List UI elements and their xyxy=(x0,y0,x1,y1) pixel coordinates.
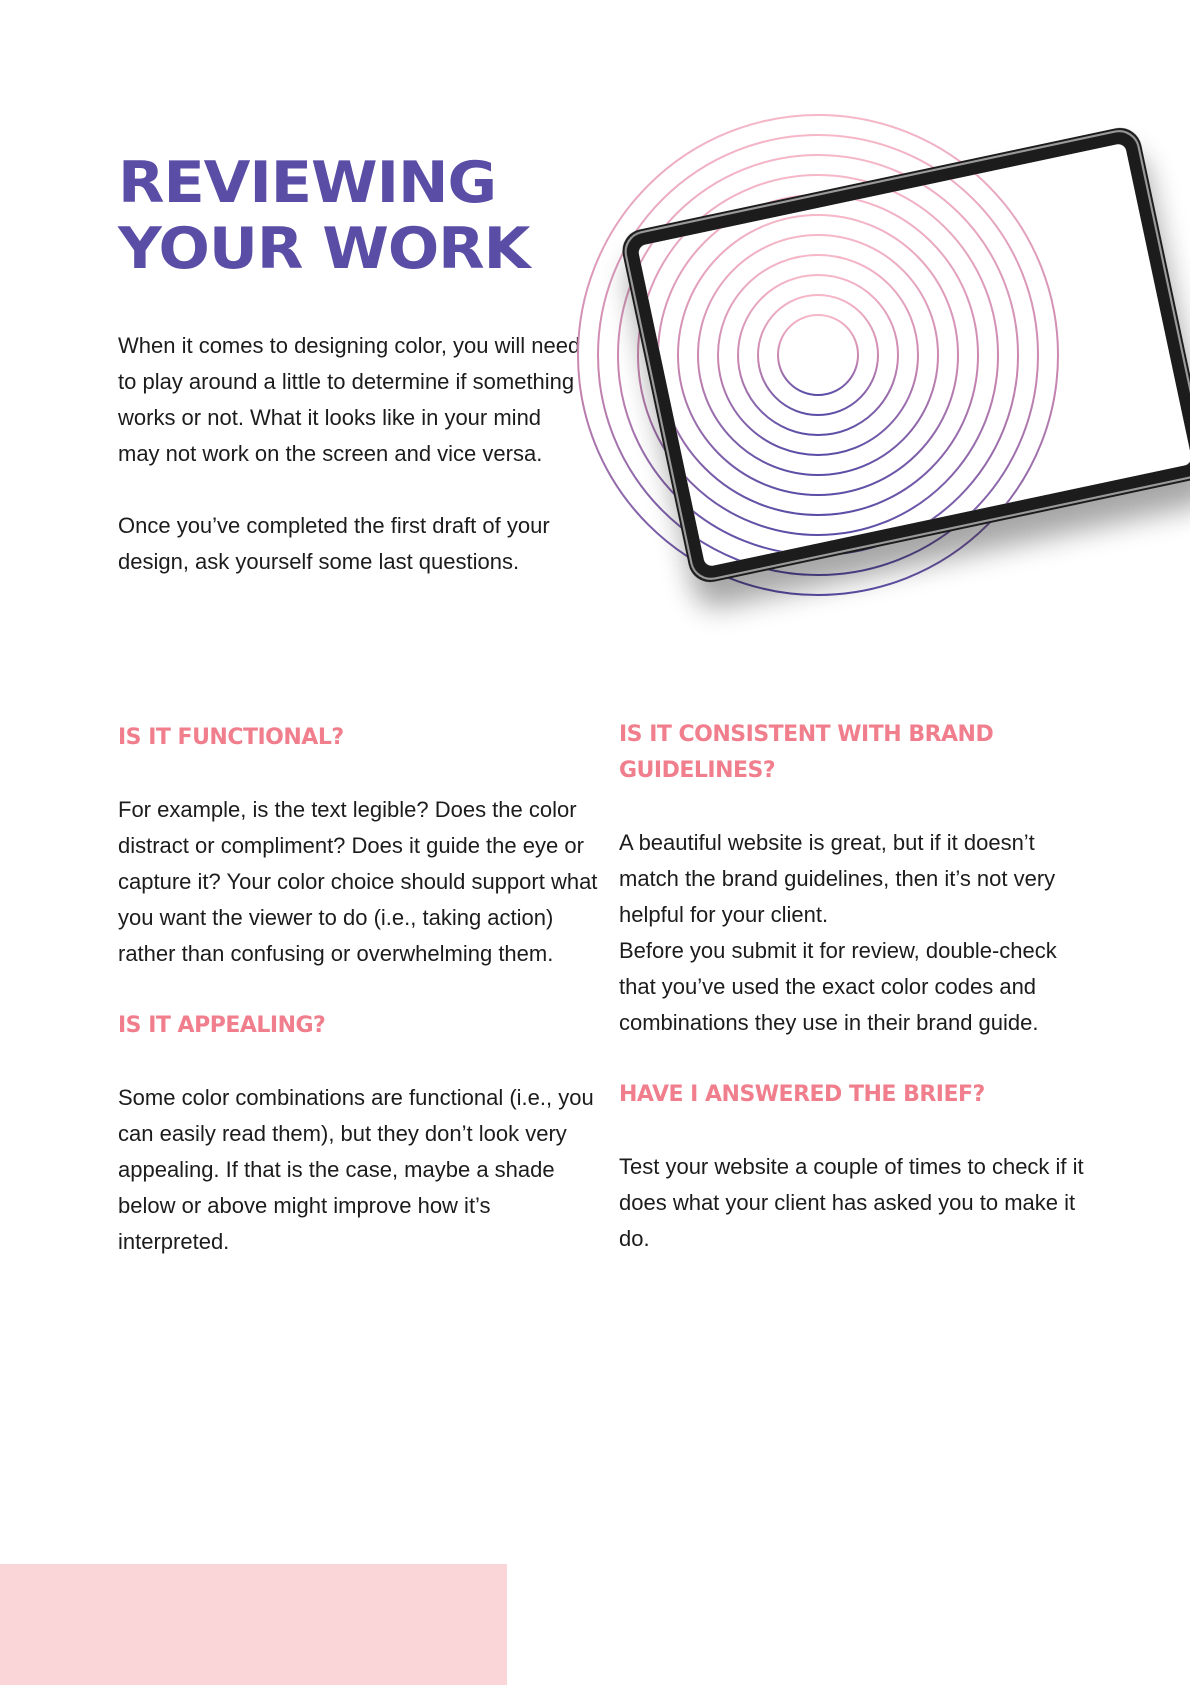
heading-functional: IS IT FUNCTIONAL? xyxy=(118,725,344,750)
tablet-icon xyxy=(618,124,1190,586)
page-title-line-1: REVIEWING xyxy=(118,150,497,216)
intro-text xyxy=(118,328,588,616)
left-column xyxy=(118,720,598,1296)
body-consistent-part-2: Before you submit it for review, double-check that you’ve used the exact color codes and combinations they use in their brand guide. xyxy=(619,938,1057,1035)
body-brief: Test your website a couple of times to check if it does what your client has asked you to make it do. xyxy=(619,1154,1084,1251)
body-consistent-part-1: A beautiful website is great, but if it doesn’t match the brand guidelines, then it’s not very helpful for your client. xyxy=(619,830,1056,927)
heading-appealing: IS IT APPEALING? xyxy=(118,1013,326,1038)
right-column xyxy=(619,717,1089,1293)
decorative-pink-block xyxy=(0,1564,507,1685)
body-functional: For example, is the text legible? Does the color distract or compliment? Does it guide the eye or capture it? Your color choice should support what you want the viewer to do (i.e., taking action) rather than confusing or overwhelming them. xyxy=(118,797,598,966)
heading-brief: HAVE I ANSWERED THE BRIEF? xyxy=(619,1082,985,1107)
page-title xyxy=(118,150,529,282)
body-consistent xyxy=(619,825,1089,1041)
heading-consistent: IS IT CONSISTENT WITH BRAND GUIDELINES? xyxy=(619,722,994,783)
body-appealing: Some color combinations are functional (i.e., you can easily read them), but they don’t look very appealing. If that is the case, maybe a shade below or above might improve how it’s interpreted. xyxy=(118,1085,594,1254)
intro-paragraph-1: When it comes to designing color, you will need to play around a little to determine if something works or not. What it looks like in your mind may not work on the screen and vice versa. xyxy=(118,333,581,466)
page-title-line-2: YOUR WORK xyxy=(118,216,530,282)
tablet-illustration xyxy=(560,80,1190,680)
intro-paragraph-2: Once you’ve completed the first draft of your design, ask yourself some last questions. xyxy=(118,513,550,574)
